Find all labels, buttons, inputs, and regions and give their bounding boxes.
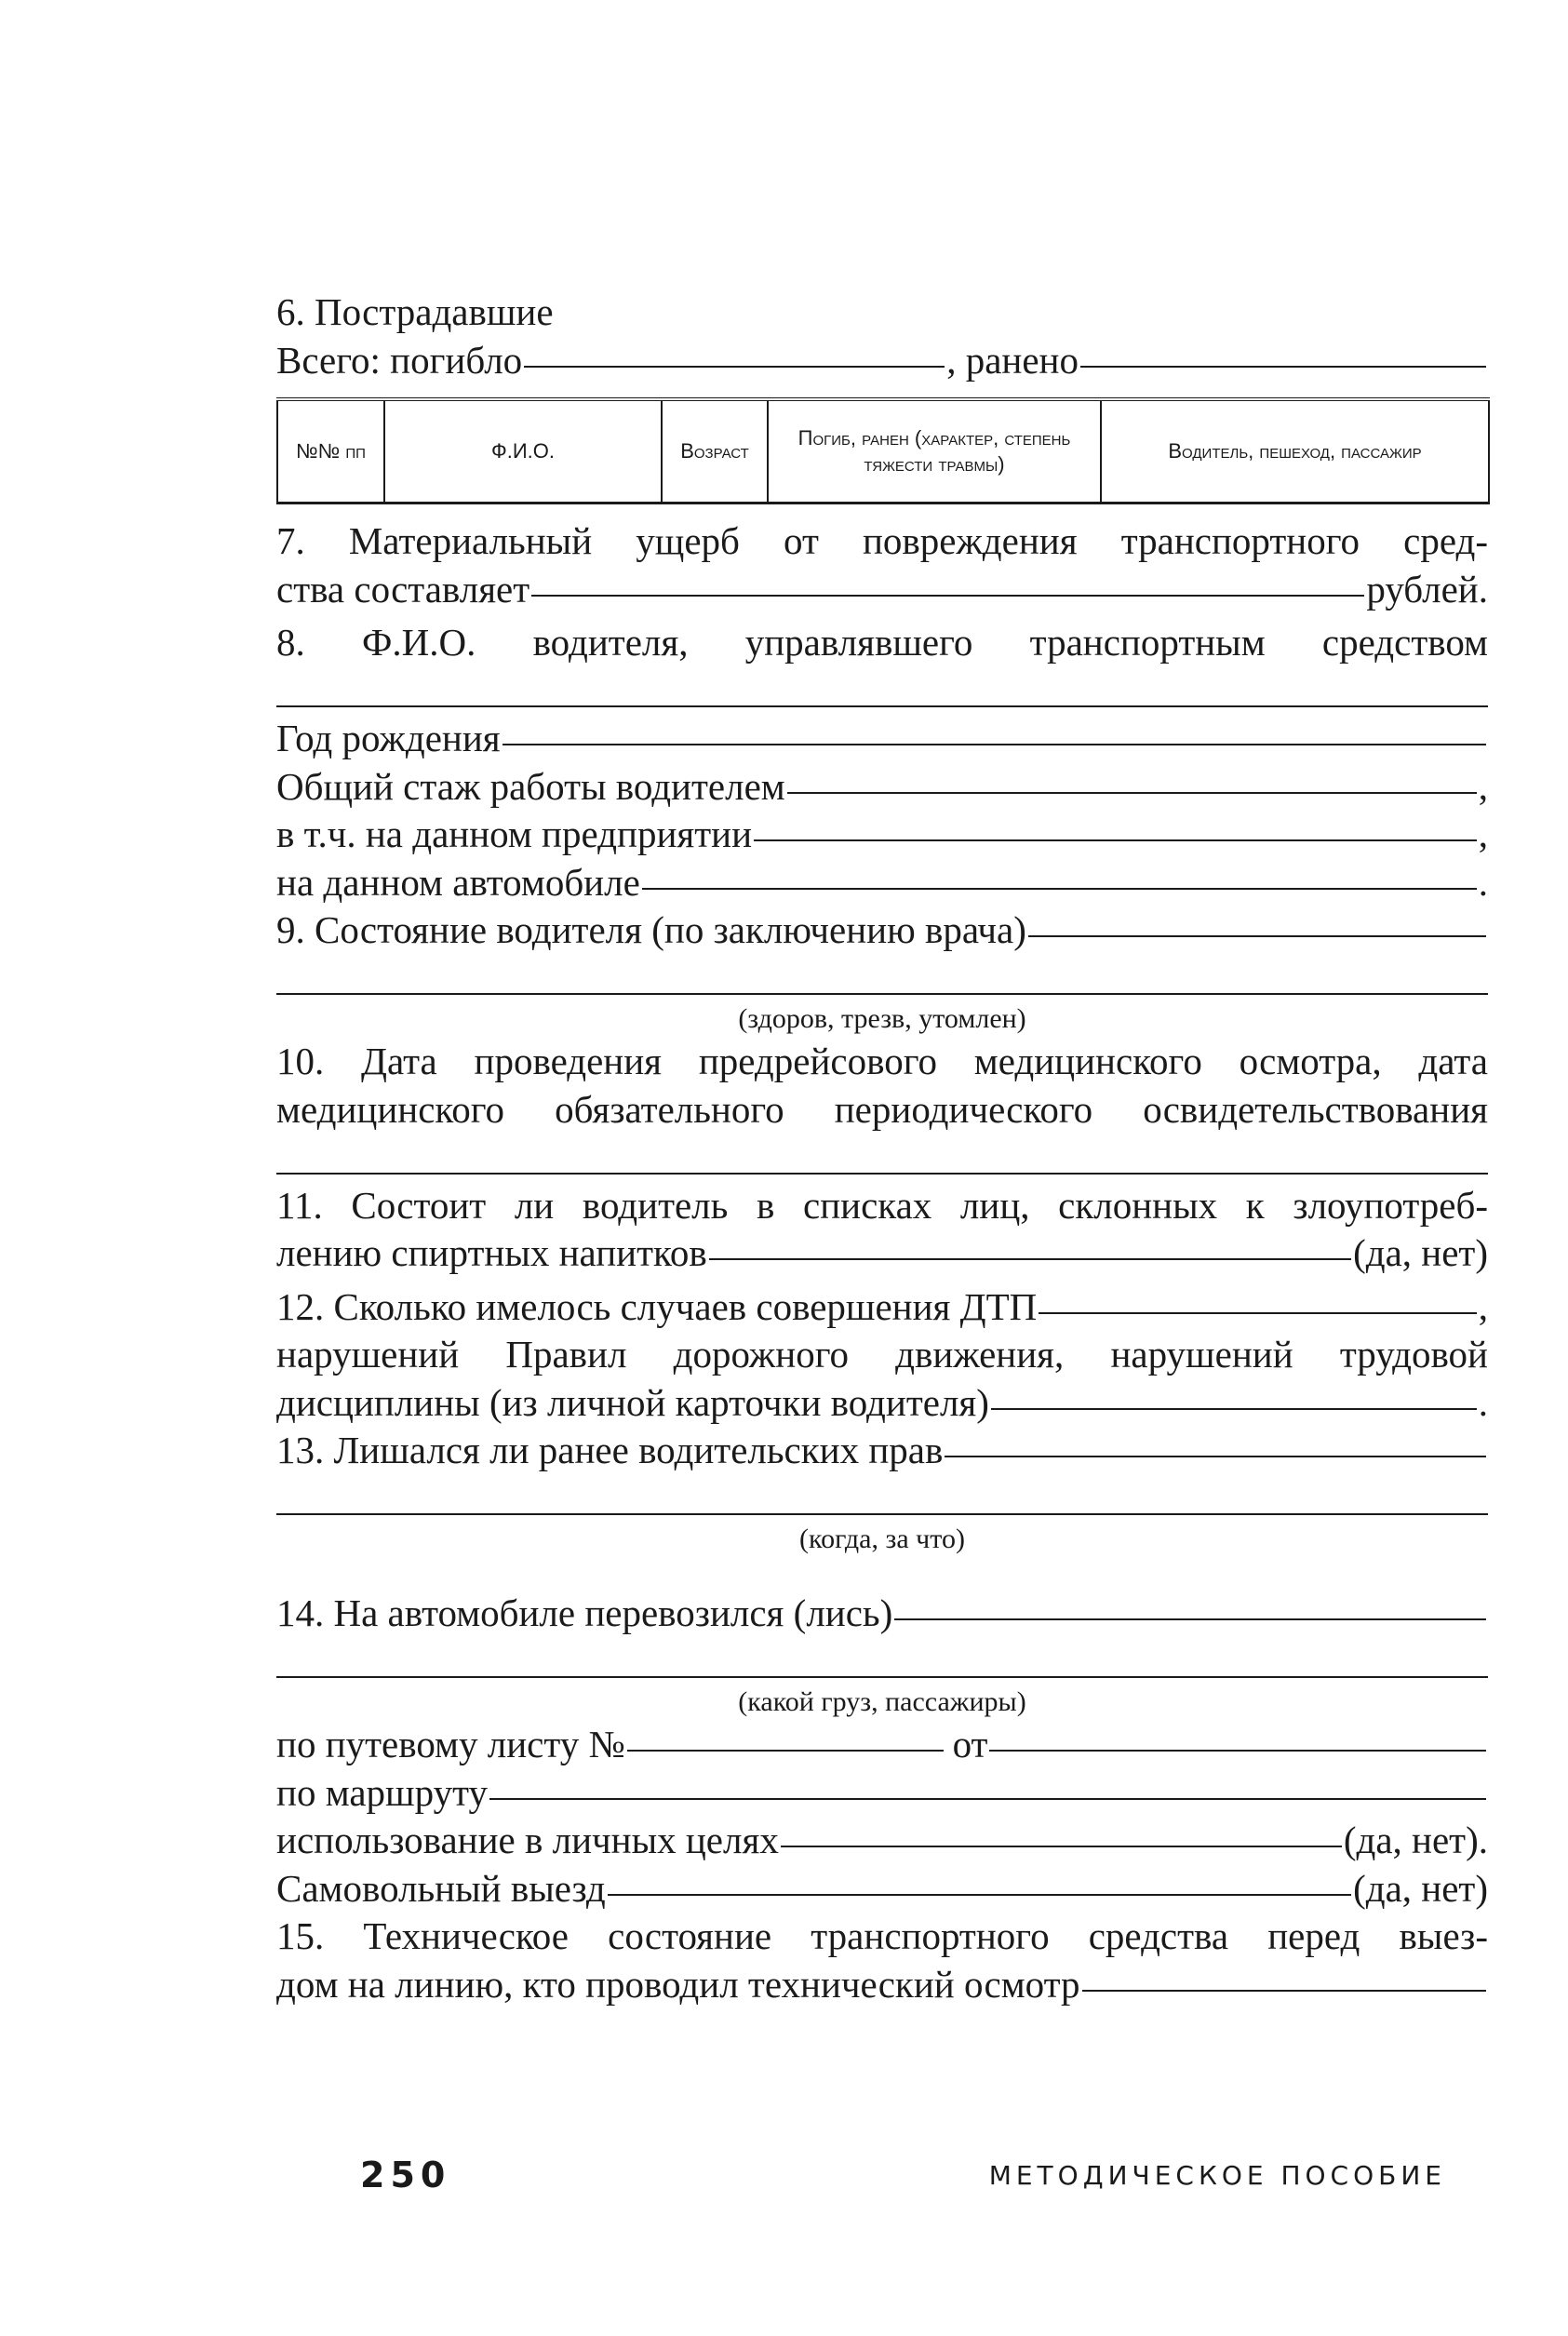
total-wounded-field[interactable] — [1080, 366, 1486, 368]
company-experience-field[interactable] — [754, 839, 1477, 841]
section-12-line2: нарушений Правил дорожного движения, нарушений трудовой — [276, 1333, 1488, 1376]
section-11-line1: 11. Состоит ли водитель в списках лиц, склонных к злоупотреб- — [276, 1183, 1488, 1227]
waybill-row — [276, 1721, 1488, 1769]
driver-name-line — [276, 667, 1488, 716]
medical-exam-field[interactable] — [276, 1173, 1488, 1175]
waybill-date-label: от — [952, 1723, 988, 1765]
form-page — [276, 289, 1488, 2008]
violations-label: дисциплины (из личной карточки водителя) — [276, 1380, 989, 1424]
personal-use-row — [276, 1817, 1488, 1865]
birth-year-label: Год рождения — [276, 717, 501, 759]
route-field[interactable] — [489, 1798, 1486, 1800]
driver-name-field[interactable] — [276, 705, 1488, 707]
alcohol-list-field[interactable] — [709, 1258, 1351, 1260]
page-footer — [276, 2155, 1488, 2195]
driver-condition-line — [276, 955, 1488, 1003]
experience-row: Общий стаж работы водителем , — [276, 763, 1488, 812]
col-full-name: Ф.И.О. — [384, 399, 662, 503]
waybill-number-field[interactable] — [627, 1750, 944, 1752]
license-revoked-hint: (когда, за что) — [799, 1524, 965, 1554]
birth-year-row — [276, 715, 1488, 763]
tech-inspection-field[interactable] — [1082, 1990, 1486, 1992]
total-killed-label: Всего: погибло — [276, 338, 523, 382]
accidents-count-label: 12. Сколько имелось случаев совершения ДТП — [276, 1284, 1038, 1328]
birth-year-field[interactable] — [503, 744, 1486, 745]
license-revoked-field-2[interactable] — [276, 1513, 1488, 1515]
alcohol-list-label: лению спиртных напитков — [276, 1231, 707, 1274]
page-number: 250 — [360, 2155, 451, 2195]
damage-field[interactable] — [531, 595, 1364, 597]
col-role: Водитель, пешеход, пассажир — [1101, 399, 1489, 503]
section-6-title: 6. Пострадавшие — [276, 290, 554, 333]
cargo-field[interactable] — [894, 1618, 1486, 1620]
total-killed-field[interactable] — [524, 366, 945, 368]
cargo-field-2[interactable] — [276, 1676, 1488, 1678]
violations-field[interactable] — [991, 1408, 1477, 1410]
section-8-heading: 8. Ф.И.О. водителя, управлявшего транспортным средством — [276, 621, 1488, 664]
section-12-line3: дисциплины (из личной карточки водителя) . — [276, 1379, 1488, 1428]
section-11-line2 — [276, 1229, 1488, 1278]
accidents-count-field[interactable] — [1039, 1312, 1476, 1314]
cargo-label: 14. На автомобиле перевозился (лись) — [276, 1591, 893, 1634]
col-number: №№ пп — [277, 399, 384, 503]
waybill-label: по путевому листу № — [276, 1723, 625, 1765]
section-6-heading — [276, 289, 1488, 337]
section-12-line1: 12. Сколько имелось случаев совершения ДТП , — [276, 1283, 1488, 1332]
section-13-row — [276, 1427, 1488, 1475]
waybill-date-field[interactable] — [989, 1750, 1486, 1752]
section-10-line1: 10. Дата проведения предрейсового медицинского осмотра, дата — [276, 1040, 1488, 1082]
experience-label: Общий стаж работы водителем — [276, 764, 785, 808]
running-title: МЕТОДИЧЕСКОЕ ПОСОБИЕ — [988, 2160, 1446, 2191]
unauthorized-label: Самовольный выезд — [276, 1866, 606, 1910]
experience-field[interactable] — [787, 792, 1477, 794]
license-revoked-field[interactable] — [945, 1456, 1486, 1457]
section-7-line2 — [276, 566, 1488, 614]
company-experience-label: в т.ч. на данном предприятии — [276, 812, 753, 855]
section-15-line2 — [276, 1961, 1488, 2009]
col-injury: Погиб, ранен (характер, степень тяжести травмы) — [768, 399, 1101, 503]
license-revoked-line — [276, 1475, 1488, 1524]
section-7-line1: 7. Материальный ущерб от повреждения транспортного сред- — [276, 519, 1488, 562]
section-15-line1: 15. Техническое состояние транспортного средства перед выез- — [276, 1914, 1488, 1957]
cargo-line — [276, 1638, 1488, 1686]
unauthorized-options: (да, нет) — [1353, 1866, 1488, 1910]
driver-condition-field-2[interactable] — [276, 993, 1488, 995]
section-9-row — [276, 906, 1488, 955]
company-experience-row: в т.ч. на данном предприятии , — [276, 811, 1488, 859]
route-label: по маршруту — [276, 1770, 488, 1814]
vehicle-experience-row: на данном автомобиле . — [276, 859, 1488, 907]
vehicle-experience-field[interactable] — [642, 888, 1477, 890]
alcohol-list-options: (да, нет) — [1353, 1231, 1488, 1274]
license-revoked-label: 13. Лишался ли ранее водительских прав — [276, 1429, 944, 1471]
table-header-row — [277, 399, 1489, 503]
driver-condition-hint: (здоров, трезв, утомлен) — [738, 1003, 1026, 1034]
tech-inspection-label: дом на линию, кто проводил технический осмотр — [276, 1962, 1080, 2006]
victims-table — [276, 397, 1490, 504]
section-6-totals — [276, 337, 1488, 385]
section-14-row — [276, 1590, 1488, 1638]
route-row — [276, 1769, 1488, 1818]
cargo-hint: (какой груз, пассажиры) — [738, 1686, 1026, 1717]
col-age: Возраст — [662, 399, 768, 503]
total-wounded-label: , ранено — [946, 338, 1079, 382]
vehicle-experience-label: на данном автомобиле — [276, 860, 640, 904]
driver-condition-label: 9. Состояние водителя (по заключению врача) — [276, 908, 1026, 951]
unauthorized-field[interactable] — [608, 1894, 1351, 1896]
medical-exam-line — [276, 1134, 1488, 1182]
personal-use-options: (да, нет). — [1343, 1819, 1488, 1861]
section-10-line2: медицинского обязательного периодического освидетельствования — [276, 1087, 1488, 1131]
damage-unit: рублей. — [1366, 567, 1488, 611]
personal-use-field[interactable] — [781, 1846, 1342, 1847]
unauthorized-row — [276, 1865, 1488, 1913]
driver-condition-field[interactable] — [1028, 935, 1486, 937]
damage-label: ства составляет — [276, 567, 530, 611]
personal-use-label: использование в личных целях — [276, 1819, 779, 1861]
